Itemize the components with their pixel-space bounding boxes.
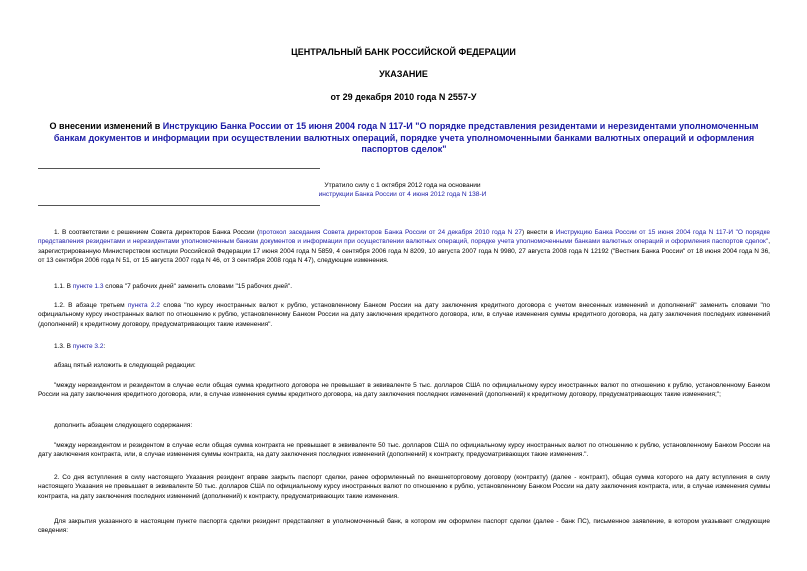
paragraph-abz5: абзац пятый изложить в следующей редакции: <box>54 362 196 369</box>
paragraph-1 <box>38 228 770 266</box>
document-type-heading: УКАЗАНИЕ <box>379 69 428 79</box>
instruction-117-link[interactable]: Инструкцию Банка России от 15 июня 2004 года N 117-И "О порядке представления резидентами и нерезидентами уполномоченным банкам документов и информации при осуществлении валютных операций, порядке учета уполномоченными банками валютных операций и оформления паспортов сделок" <box>53 121 759 154</box>
instruction-117-link-body[interactable]: Инструкцию Банка России от 15 июня 2004 года N 117-И "О порядке представления резидентами и нерезидентами уполномоченным банкам документов и информации при осуществлении валютных операций, порядке учета уполномоченными банками валютных операций и оформления паспортов сделок" <box>38 229 770 246</box>
lost-force-text: Утратило силу с 1 октября 2012 года на основании <box>324 182 481 189</box>
protocol-link[interactable]: протокол заседания Совета директоров Банка России от 24 декабря 2010 года N 27 <box>259 229 523 236</box>
p1-text-c: , зарегистрированную Министерством юстиции Российской Федерации 17 июня 2004 года N 5859, 4 сентября 2006 года N 8209, 10 августа 2007 года N 9980, 27 августа 2008 года N 12192 ("Вестник Банка России" от 18 июня 2004 года N 36, от 13 сентября 2006 года N 51, от 15 августа 2007 года N 46, от 3 сентября 2008 года N 47), следующие изменения. <box>38 238 770 265</box>
issuer-heading: ЦЕНТРАЛЬНЫЙ БАНК РОССИЙСКОЙ ФЕДЕРАЦИИ <box>291 47 516 57</box>
instruction-138-link[interactable]: инструкции Банка России от 4 июня 2012 года N 138-И <box>318 191 487 198</box>
clause-3-2-link[interactable]: пункте 3.2 <box>72 343 104 350</box>
clause-1-3-link[interactable]: пункте 1.3 <box>72 283 104 290</box>
paragraph-1-3 <box>38 342 770 351</box>
paragraph-add: дополнить абзацем следующего содержания: <box>54 422 193 429</box>
paragraph-1-2 <box>38 301 770 329</box>
p1-text-a: 1. В соответствии с решением Совета директоров Банка России ( <box>54 229 260 236</box>
lost-force-note <box>280 181 525 199</box>
p13-text-a: 1.3. В <box>54 343 73 350</box>
document-date-number: от 29 декабря 2010 года N 2557-У <box>330 92 477 102</box>
paragraph-1-1 <box>38 282 770 291</box>
paragraph-2: 2. Со дня вступления в силу настоящего Указания резидент вправе закрыть паспорт сделки, ранее оформленный по внешнеторговому договору (контракту) (далее - контракт), общая сумма которого на дату вступления в силу настоящего Указания не превышает в эквиваленте 50 тыс. долларов США по официальному курсу иностранных валют по отношению к рублю, установленному Банком России на дату заключения контракта, или, в случае изменения суммы контракта, на дату заключения последних изменений (дополнений) к контракту, предусматривающих такие изменения. <box>38 474 770 500</box>
title-prefix: О внесении изменений в <box>49 121 163 131</box>
p12-text-a: 1.2. В абзаце третьем <box>54 302 128 309</box>
paragraph-quote-1: "между нерезидентом и резидентом в случае если общая сумма кредитного договора не превышает в эквиваленте 5 тыс. долларов США по официальному курсу иностранных валют по отношению к рублю, установленному Банком России на дату заключения кредитного договора, или, в случае изменения суммы кредитного договора, на дату заключения последних изменений (дополнений) к кредитному договору, предусматривающих такие изменения;"; <box>38 382 770 399</box>
separator-bottom <box>38 205 320 206</box>
p13-text-b: : <box>103 343 106 350</box>
p11-text-a: 1.1. В <box>54 283 73 290</box>
p12-text-b: слова "по курсу иностранных валют к рублю, установленному Банком России на дату заключения кредитного договора с учетом внесенных изменений и дополнений" заменить словами "по официальному курсу иностранных валют по отношению к рублю, установленному Банком России на дату заключения кредитного договора, или, в случае изменения суммы кредитного договора, на дату заключения последних изменений (дополнений) к кредитному договору, предусматривающих такие изменения". <box>38 302 770 328</box>
paragraph-closing: Для закрытия указанного в настоящем пункте паспорта сделки резидент представляет в уполномоченный банк, в котором им оформлен паспорт сделки (далее - банк ПС), письменное заявление, в котором указывает следующие сведения: <box>38 518 770 535</box>
p1-text-b: ) внести в <box>522 229 556 236</box>
separator-top <box>38 168 320 169</box>
clause-2-2-link[interactable]: пункта 2.2 <box>127 302 160 309</box>
document-title <box>34 121 774 156</box>
p11-text-b: слова "7 рабочих дней" заменить словами "15 рабочих дней". <box>103 283 293 290</box>
paragraph-quote-2: "между нерезидентом и резидентом в случае если общая сумма контракта не превышает в эквиваленте 50 тыс. долларов США по официальному курсу иностранных валют по отношению к рублю, установленному Банком России на дату заключения контракта, или, в случае изменения суммы контракта, на дату заключения последних изменений (дополнений) к контракту, предусматривающих такие изменения.". <box>38 442 770 459</box>
